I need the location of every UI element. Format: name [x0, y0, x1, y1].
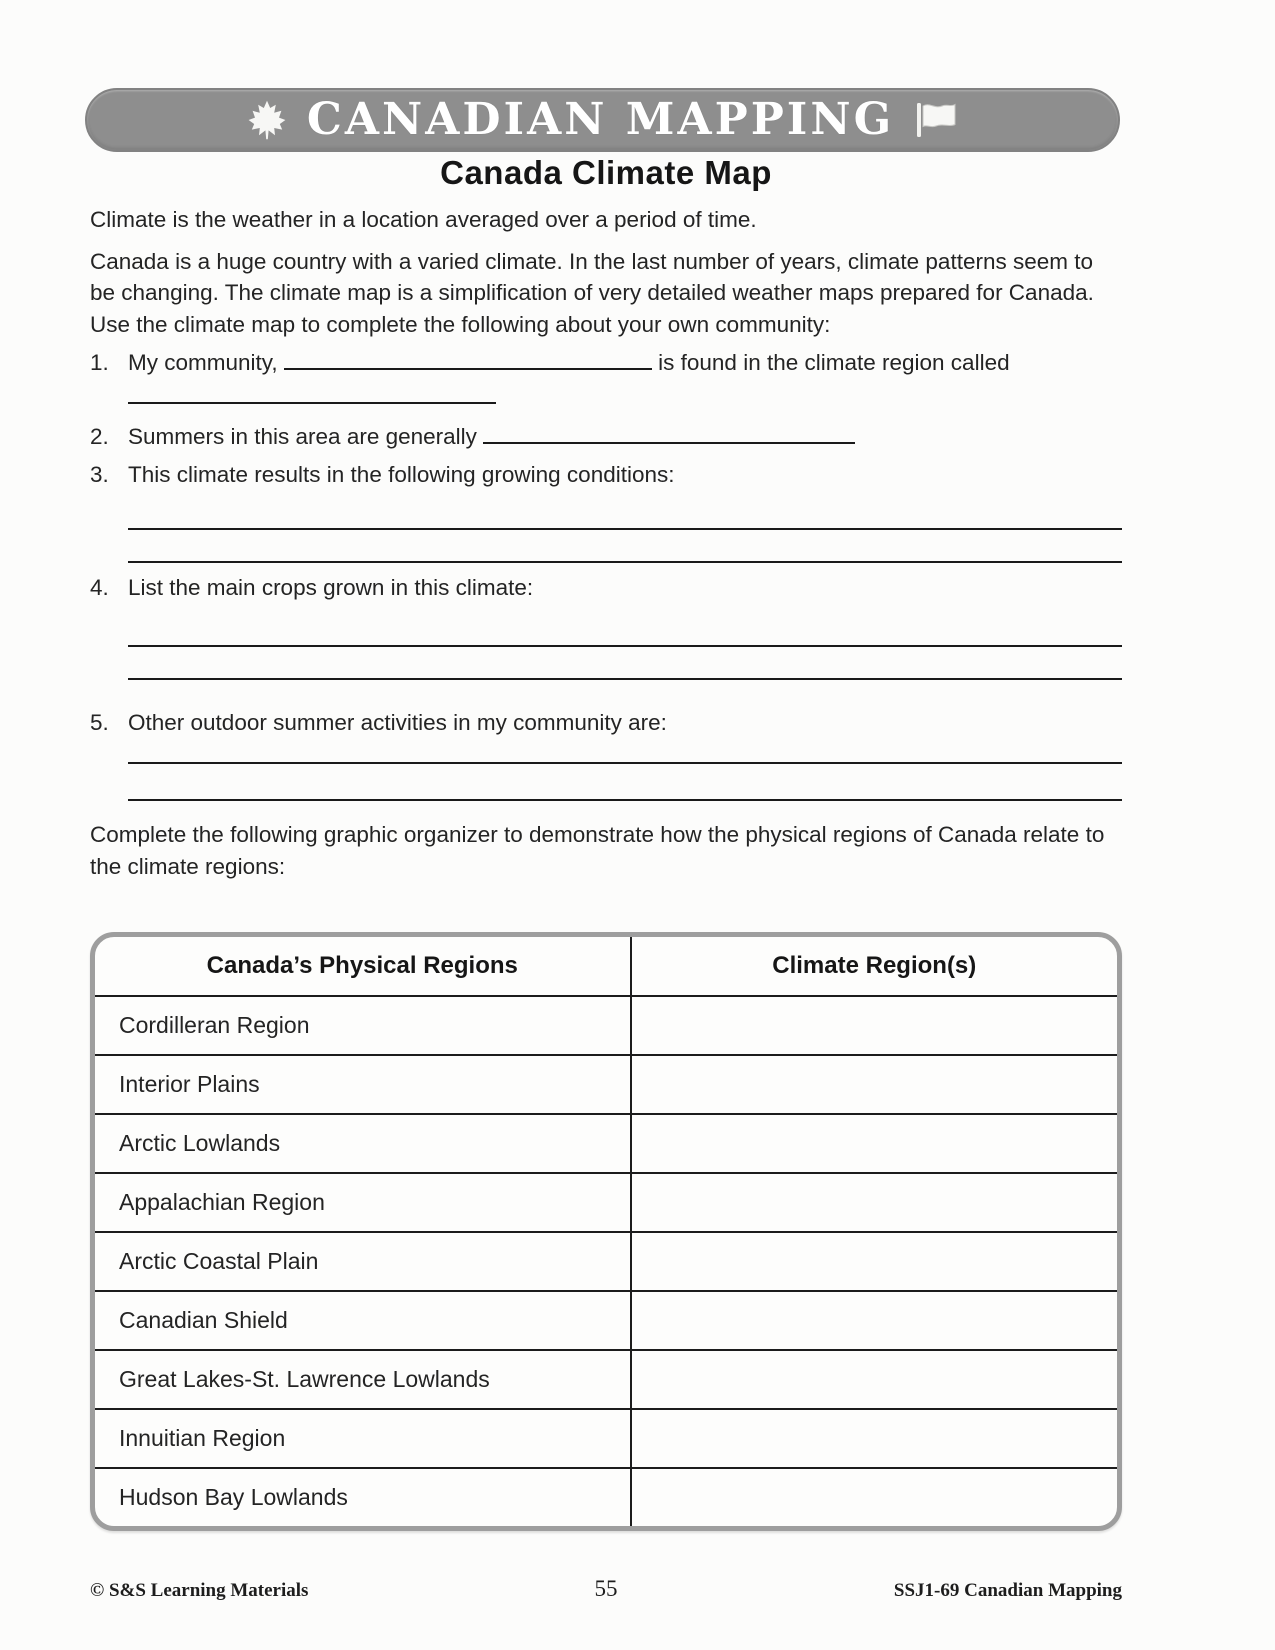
answer-line-q3-1 — [128, 528, 1122, 530]
answer-line-q4-2 — [128, 678, 1122, 680]
question-3-number: 3. — [90, 462, 109, 487]
answer-line-q5-2 — [128, 799, 1122, 801]
region-cell: Cordilleran Region — [95, 997, 632, 1054]
table-row — [95, 1054, 1117, 1113]
footer-publication: SSJ1-69 Canadian Mapping — [893, 1580, 1122, 1601]
question-5 — [90, 708, 1122, 738]
question-1-text — [128, 348, 1122, 378]
region-cell: Arctic Lowlands — [95, 1115, 632, 1172]
answer-blank-climate-region — [128, 388, 496, 404]
question-1-post: is found in the climate region called — [658, 350, 1010, 375]
intro-paragraph-2: Canada is a huge country with a varied climate. In the last number of years, climate patterns seem to be changing. The climate map is a simplification of very detailed weather maps prepared for Canada. Use the climate map to complete the following about your own community: — [90, 248, 1094, 337]
climate-cell — [632, 1233, 1117, 1290]
table-row — [95, 995, 1117, 1054]
climate-cell — [632, 997, 1117, 1054]
question-1-pre: My community, — [128, 350, 278, 375]
question-2 — [90, 422, 1122, 452]
climate-cell — [632, 1174, 1117, 1231]
climate-cell — [632, 1292, 1117, 1349]
question-1-number: 1. — [90, 350, 109, 375]
answer-blank-community — [284, 348, 652, 370]
region-cell: Arctic Coastal Plain — [95, 1233, 632, 1290]
climate-cell — [632, 1351, 1117, 1408]
canada-flag-icon — [914, 100, 958, 140]
table-row — [95, 1113, 1117, 1172]
page-number: 55 — [594, 1576, 618, 1601]
climate-cell — [632, 1115, 1117, 1172]
intro-paragraph-1: Climate is the weather in a location averaged over a period of time. — [90, 207, 757, 232]
region-cell: Great Lakes-St. Lawrence Lowlands — [95, 1351, 632, 1408]
table-row — [95, 1231, 1117, 1290]
answer-line-q4-1 — [128, 645, 1122, 647]
table-row — [95, 1349, 1117, 1408]
climate-cell — [632, 1056, 1117, 1113]
table-row — [95, 1408, 1117, 1467]
table-row — [95, 1172, 1117, 1231]
region-cell: Canadian Shield — [95, 1292, 632, 1349]
maple-leaf-icon — [247, 100, 287, 140]
answer-line-q3-2 — [128, 561, 1122, 563]
region-cell: Appalachian Region — [95, 1174, 632, 1231]
question-2-label: Summers in this area are generally — [128, 424, 477, 449]
question-4-label: List the main crops grown in this climate: — [128, 575, 534, 600]
table-row — [95, 1467, 1117, 1526]
question-1 — [90, 348, 1122, 378]
question-2-number: 2. — [90, 424, 109, 449]
region-cell: Hudson Bay Lowlands — [95, 1469, 632, 1526]
banner — [85, 88, 1120, 152]
question-4-number: 4. — [90, 575, 109, 600]
table-header-row — [95, 937, 1117, 995]
region-cell: Interior Plains — [95, 1056, 632, 1113]
table-header-climate-regions: Climate Region(s) — [772, 952, 977, 979]
footer-copyright: © S&S Learning Materials — [90, 1580, 309, 1601]
question-3-label: This climate results in the following growing conditions: — [128, 462, 675, 487]
organizer-intro: Complete the following graphic organizer to demonstrate how the physical regions of Canada relate to the climate regions: — [90, 822, 1105, 879]
page-footer — [90, 1576, 1122, 1602]
answer-blank-summers — [483, 422, 855, 444]
climate-cell — [632, 1410, 1117, 1467]
page-title: Canada Climate Map — [440, 154, 772, 191]
banner-title: CANADIAN MAPPING — [306, 94, 895, 145]
table-header-physical-regions: Canada’s Physical Regions — [95, 937, 632, 995]
region-cell: Innuitian Region — [95, 1410, 632, 1467]
question-3 — [90, 460, 1122, 490]
climate-cell — [632, 1469, 1117, 1526]
question-2-text — [128, 422, 1122, 452]
regions-table — [90, 932, 1122, 1531]
answer-line-q5-1 — [128, 762, 1122, 764]
table-row — [95, 1290, 1117, 1349]
question-5-number: 5. — [90, 710, 109, 735]
question-4 — [90, 573, 1122, 603]
question-5-label: Other outdoor summer activities in my community are: — [128, 710, 667, 735]
